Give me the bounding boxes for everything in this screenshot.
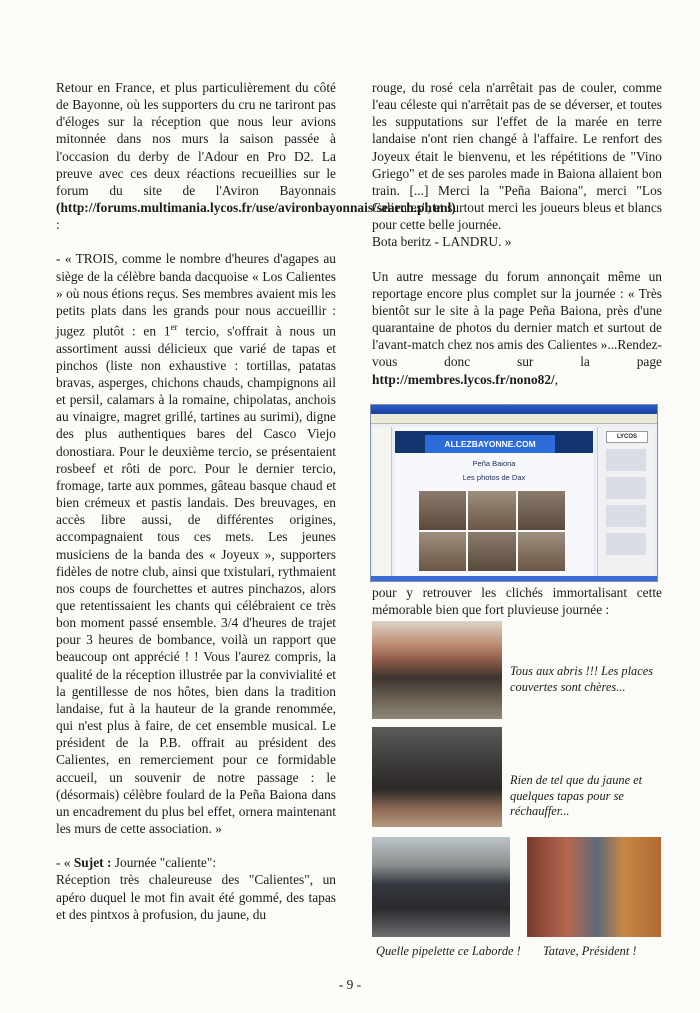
photos-intro: pour y retrouver les clichés immortalisant cette mémorable bien que fort pluvieuse journée :: [372, 585, 662, 618]
intro-paragraph: Retour en France, et plus particulièrement du côté de Bayonne, où les supporters du cru ne tariront pas d'éloges sur la réception que nous leur avions mitonnée dans nos murs la saison passée à l'occasion du derby de l'Adour en Pro D2. La preuve avec ces deux réactions recueillies sur le forum du site de l'Aviron Bayonnais (http://forums.multimania.lycos.fr/use/avironbayonnais/search.phtml) :: [56, 80, 456, 233]
caption-photo-3: Quelle pipelette ce Laborde !: [376, 944, 521, 958]
quote-sujet-heading: - « Sujet : Journée "caliente":: [56, 855, 217, 871]
forum-message-paragraph: Un autre message du forum annonçait même un reportage encore plus complet sur la journée : « Très bientôt sur le site à la page Peña Baiona, près d'une quarantaine de photos du dernier match et surtout de l'avant-match chez nos amis des Calientes »...Rendez-vous donc sur la page http://membres.lycos.fr/nono82/,: [372, 268, 662, 387]
website-line-1: Peña Baiona: [472, 459, 516, 468]
thumbnail: [518, 532, 565, 571]
thumbnail: [468, 532, 515, 571]
thumbnail: [468, 491, 515, 530]
page-number: - 9 -: [338, 977, 362, 992]
caption-photo-4: Tatave, Président !: [543, 944, 637, 958]
website-right-panel: [597, 427, 654, 577]
thumbnail: [518, 491, 565, 530]
quote-signature: Bota beritz - LANDRU. »: [372, 234, 512, 250]
photo-laborde: [372, 837, 510, 937]
photo-president: [527, 837, 661, 937]
ad-block: [606, 449, 646, 471]
ad-block: [606, 533, 646, 555]
taskbar: [371, 576, 657, 581]
website-main-panel: [395, 427, 593, 577]
quote-continued: rouge, du rosé cela n'arrêtait pas de couler, comme l'eau céleste qui n'arrêtait pas de se déverser, et toutes les supputations sur l'effet de la marée en terre landaise n'ont rien changé à l'affaire. Le renfort des Joyeux était le bienvenu, et les répétitions de "Vino Griego" et de ses paroles made in Baiona allaient bon train. [...] Merci la "Peña Baiona", merci "Los Calientes", et surtout merci les joueurs bleus et blancs pour cette belle journée.: [372, 80, 662, 233]
website-photo-grid: [419, 491, 565, 571]
thumbnail: [419, 532, 466, 571]
browser-sidebar: [373, 427, 392, 577]
browser-toolbar: [371, 414, 657, 424]
lycos-url: http://membres.lycos.fr/nono82/: [372, 371, 555, 387]
lycos-logo: LYCOS: [606, 431, 648, 443]
browser-titlebar: [371, 405, 657, 414]
quote-trois: - « TROIS, comme le nombre d'heures d'agapes au siège de la célèbre banda dacquoise « Los Calientes » où nous étions reçus. Ses membres avaient mis les petits plats dans les grands pour nous accueillir : jugez plutôt : en 1er tercio, s'offrait à nous un assortiment aussi délicieux que varié de tapas et pinchos (liste non exhaustive : tortillas, patatas bravas, asperges, chichons chauds, champignons ail et persil, calamars à la romaine, chipolatas, anchois au vinaigre, magret grillé, tartines au surimi), digne des plus authentiques bares del Casco Viejo donostiara. Pour le deuxième tercio, se présentaient rosbeef et rôti de porc. Pour le dernier tercio, fromage, tarte aux pommes, gâteau basque chaud et bien crémeux et pastis landais. Des breuvages, en accès libre aussi, de différentes origines, accompagnaient tous ces mets. Les jeunes musiciens de la banda des « Joyeux », supporters fidèles de notre club, ainsi que txistulari, rythmaient nos coups de fourchettes et autres pinchazos, alors que retentissaient les chants qui célébraient ce très bon moment passé ensemble. 3/4 d'heures de trajet pour 3 heures de bombance, voilà un rapport que beaucoup ont apprécié ! ! Vous l'aurez compris, la qualité de la réception illustrée par la convivialité et la gentillesse de nos hôtes, bien dans la tradition landaise, fut à la hauteur de la grande renommée, qui n'est plus à faire, de cet ensemble musical. Le président de la P.B. offrait au président des Calientes, en remerciement pour ce formidable accueil, un souvenir de notre passage : le (désormais) célèbre foulard de la Peña Baiona dans un encadrement du plus bel effet, ornera maintenant les murs de cette association. »: [56, 251, 336, 837]
quote-sujet-body: Réception très chaleureuse des "Calientes", un apéro duquel le mot fin avait été gommé, des tapas et des pintxos à profusion, du jaune, du: [56, 872, 336, 922]
right-column: [372, 79, 662, 388]
website-logo: ALLEZBAYONNE.COM: [425, 435, 555, 453]
ad-block: [606, 505, 646, 527]
website-banner: [395, 431, 593, 453]
caption-photo-2: Rien de tel que du jaune et quelques tapas pour se réchauffer...: [510, 773, 643, 819]
caption-photo-1: Tous aux abris !!! Les places couvertes sont chères...: [510, 664, 654, 694]
thumbnail: [419, 491, 466, 530]
website-line-2: Les photos de Dax: [462, 473, 526, 482]
photo-tapas: [372, 727, 502, 827]
photo-shelter: [372, 621, 502, 719]
forum-url: (http://forums.multimania.lycos.fr/use/avironbayonnais/search.phtml): [56, 200, 456, 216]
ad-block: [606, 477, 646, 499]
website-screenshot: [370, 404, 658, 582]
